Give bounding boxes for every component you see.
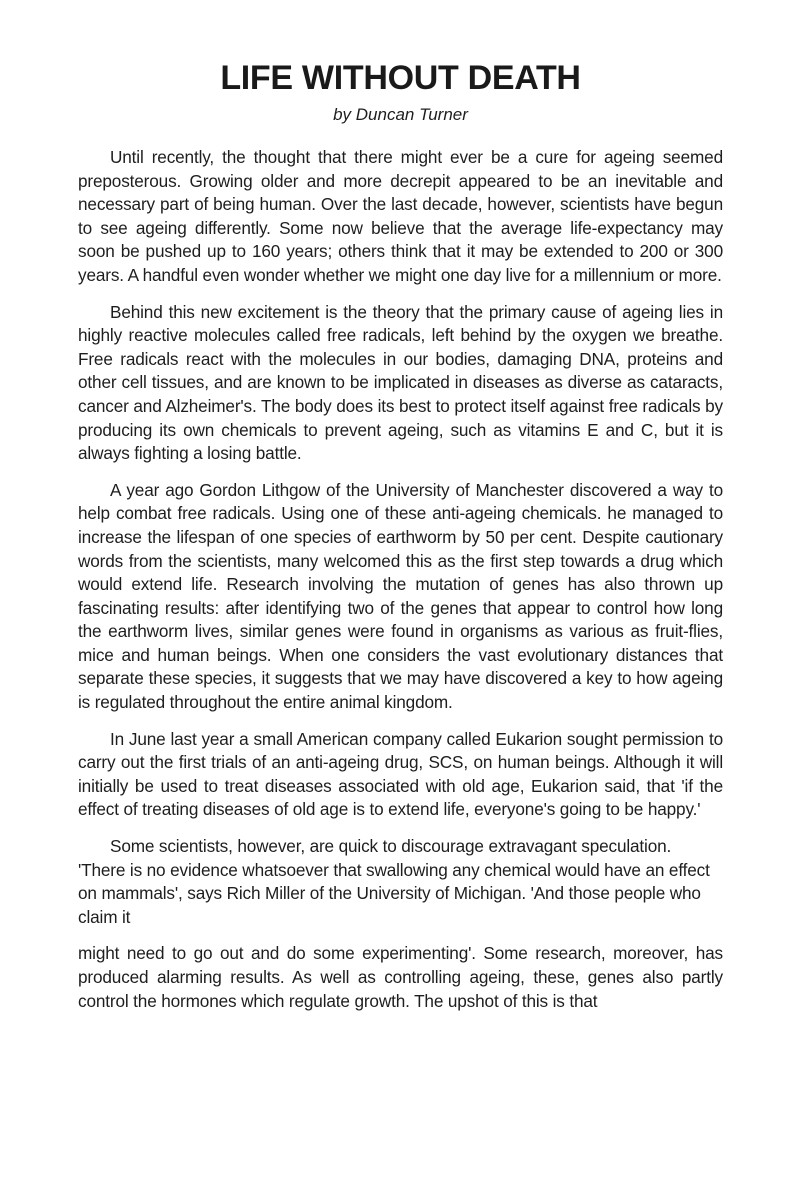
paragraph-3: A year ago Gordon Lithgow of the University of Manchester discovered a way to help combat free radicals. Using one of these anti-ageing chemicals. he managed to increase the lifespan of one species of earthworm by 50 per cent. Despite cautionary words from the scientists, many welcomed this as the first step towards a drug which would extend life. Research involving the mutation of genes has also thrown up fascinating results: after identifying two of the genes that appear to control how long the earthworm lives, similar genes were found in organisms as various as fruit-flies, mice and human beings. When one considers the vast evolutionary distances that separate these species, it suggests that we may have discovered a key to how ageing is regulated throughout the entire animal kingdom.	[78, 479, 723, 713]
article-byline: by Duncan Turner	[333, 105, 468, 124]
paragraph-1: Until recently, the thought that there might ever be a cure for ageing seemed preposterous. Growing older and more decrepit appeared to be an inevitable and necessary part of being human. Over the last decade, however, scientists have begun to see ageing differently. Some now believe that the average life-expectancy may soon be pushed up to 160 years; others think that it may be extended to 200 or 300 years. A handful even wonder whether we might one day live for a millennium or more.	[78, 147, 723, 285]
paragraph-5-continued: might need to go out and do some experimenting'. Some research, moreover, has produced alarming results. As well as controlling ageing, these, genes also partly control the hormones which regulate growth. The upshot of this is that	[78, 943, 723, 1011]
paragraph-2: Behind this new excitement is the theory that the primary cause of ageing lies in highly reactive molecules called free radicals, left behind by the oxygen we breathe. Free radicals react with the molecules in our bodies, damaging DNA, proteins and other cell tissues, and are known to be implicated in diseases as diverse as cataracts, cancer and Alzheimer's. The body does its best to protect itself against free radicals by producing its own chemicals to prevent ageing, such as vitamins E and C, but it is always fighting a losing battle.	[78, 301, 723, 464]
paragraph-5: Some scientists, however, are quick to discourage extravagant speculation. 'There is no evidence whatsoever that swallowing any chemical would have an effect on mammals', says Rich Miller of the University of Michigan. 'And those people who claim it	[78, 836, 710, 927]
article-title: LIFE WITHOUT DEATH	[220, 59, 581, 97]
article-body	[78, 146, 723, 1026]
paragraph-4: In June last year a small American company called Eukarion sought permission to carry out the first trials of an anti-ageing drug, SCS, on human beings. Although it will initially be used to treat diseases associated with old age, Eukarion said, that 'if the effect of treating diseases of old age is to extend life, everyone's going to be happy.'	[78, 728, 723, 820]
